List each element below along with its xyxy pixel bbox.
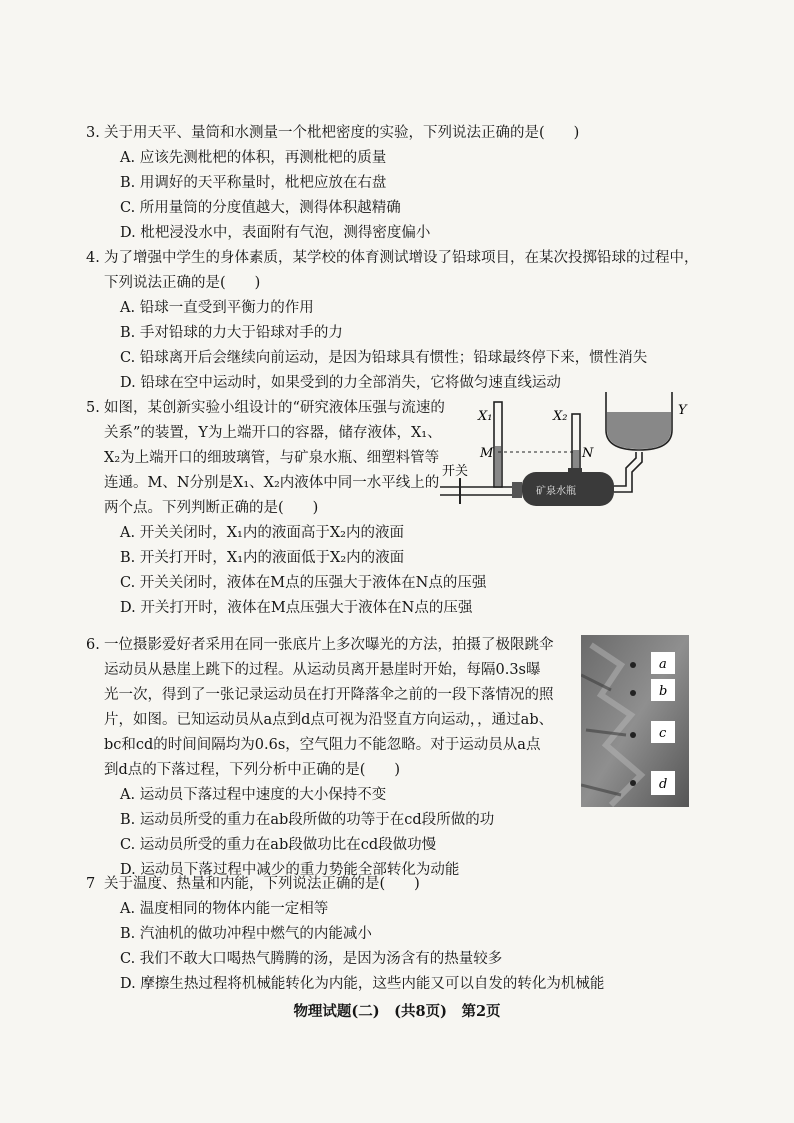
skydiver-a bbox=[630, 662, 636, 668]
option-c: C. 铅球离开后会继续向前运动，是因为铅球具有惯性；铅球最终停下来，惯性消失 bbox=[120, 350, 648, 366]
bottle-cap bbox=[512, 482, 522, 498]
option-b: B. 运动员所受的重力在ab段所做的功等于在cd段所做的功 bbox=[120, 812, 495, 828]
option-a: A. 温度相同的物体内能一定相等 bbox=[120, 901, 329, 917]
skydiver-photo bbox=[581, 635, 689, 807]
question-4 bbox=[86, 246, 704, 396]
label-bottle: 矿泉水瓶 bbox=[536, 486, 576, 497]
option-d: D. 开关打开时，液体在M点压强大于液体在N点的压强 bbox=[120, 600, 473, 616]
question-stem: 4. 为了增强中学生的身体素质，某学校的体育测试增设了铅球项目，在某次投掷铅球的过程中，下列说法正确的是( ) bbox=[86, 250, 699, 291]
point-label-d: d bbox=[659, 777, 668, 792]
question-stem: 5. 如图，某创新实验小组设计的“研究液体压强与流速的关系”的装置，Y为上端开口的容器，储存液体，X₁、X₂为上端开口的细玻璃管，与矿泉水瓶、细塑料管等连通。M、N分别是X₁、X₂内液体中同一水平线上的两个点。下列判断正确的是( ) bbox=[86, 400, 445, 516]
label-y: Y bbox=[678, 403, 687, 418]
label-n: N bbox=[582, 446, 594, 461]
apparatus-diagram bbox=[440, 392, 690, 527]
option-a: A. 应该先测枇杷的体积，再测枇杷的质量 bbox=[120, 150, 387, 166]
label-switch: 开关 bbox=[442, 464, 469, 479]
bottle-neck bbox=[568, 468, 582, 476]
skydiver-c bbox=[630, 732, 636, 738]
question-3 bbox=[86, 121, 704, 246]
option-b: B. 用调好的天平称量时，枇杷应放在右盘 bbox=[120, 175, 387, 191]
skydiver-d bbox=[630, 780, 636, 786]
option-d: D. 枇杷浸没水中，表面附有气泡，测得密度偏小 bbox=[120, 225, 431, 241]
question-stem: 6. 一位摄影爱好者采用在同一张底片上多次曝光的方法，拍摄了极限跳伞运动员从悬崖上跳下的过程。从运动员离开悬崖时开始，每隔0.3s曝光一次，得到了一张记录运动员在打开降落伞之前的一段下落情况的照片，如图。已知运动员从a点到d点可视为沿竖直方向运动，，通过ab、bc和cd的时间间隔均为0.6s，空气阻力不能忽略。对于运动员从a点到d点的下落过程，下列分析中正确的是( ) bbox=[86, 637, 554, 778]
option-d: D. 运动员下落过程中减少的重力势能全部转化为动能 bbox=[120, 862, 460, 878]
question-stem: 3. 关于用天平、量筒和水测量一个枇杷密度的实验，下列说法正确的是( ) bbox=[86, 125, 580, 141]
question-stem: 7 关于温度、热量和内能，下列说法正确的是( ) bbox=[86, 876, 420, 892]
point-label-c: c bbox=[659, 726, 667, 741]
option-a: A. 运动员下落过程中速度的大小保持不变 bbox=[120, 787, 387, 803]
label-x1: X₁ bbox=[478, 409, 493, 424]
option-c: C. 我们不敢大口喝热气腾腾的汤，是因为汤含有的热量较多 bbox=[120, 951, 503, 967]
option-d: D. 摩擦生热过程将机械能转化为内能，这些内能又可以自发的转化为机械能 bbox=[120, 976, 605, 992]
point-label-b: b bbox=[659, 684, 668, 699]
option-b: B. 手对铅球的力大于铅球对手的力 bbox=[120, 325, 343, 341]
option-c: C. 运动员所受的重力在ab段做功比在cd段做功慢 bbox=[120, 837, 437, 853]
question-7 bbox=[86, 872, 704, 997]
option-c: C. 开关关闭时，液体在M点的压强大于液体在N点的压强 bbox=[120, 575, 487, 591]
label-m: M bbox=[480, 446, 494, 461]
option-c: C. 所用量筒的分度值越大，测得体积越精确 bbox=[120, 200, 401, 216]
skydiver-b bbox=[630, 690, 636, 696]
container-y-liquid bbox=[607, 412, 671, 449]
option-b: B. 汽油机的做功冲程中燃气的内能减小 bbox=[120, 926, 372, 942]
option-a: A. 铅球一直受到平衡力的作用 bbox=[120, 300, 314, 316]
option-b: B. 开关打开时，X₁内的液面低于X₂内的液面 bbox=[120, 550, 405, 566]
point-label-a: a bbox=[659, 657, 667, 672]
option-d: D. 铅球在空中运动时，如果受到的力全部消失，它将做匀速直线运动 bbox=[120, 375, 561, 391]
label-x2: X₂ bbox=[553, 409, 568, 424]
page-footer: 物理试题(二) (共8页) 第2页 bbox=[293, 1003, 501, 1020]
option-a: A. 开关关闭时，X₁内的液面高于X₂内的液面 bbox=[120, 525, 404, 541]
